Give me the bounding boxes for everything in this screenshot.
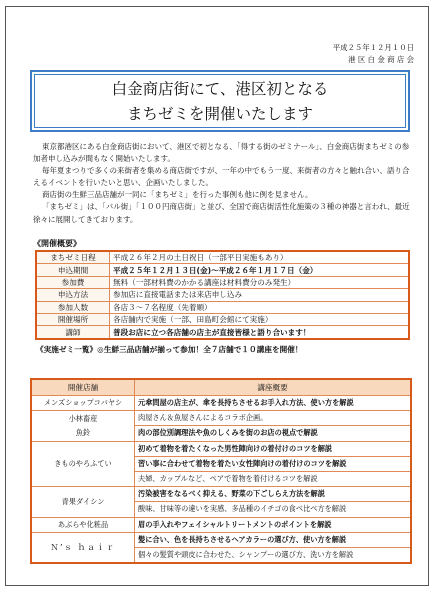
course-description: 夫婦、カップルなど、ペアで着物を着付けるコツを解説	[135, 471, 412, 486]
overview-key: 開催場所	[36, 313, 110, 325]
course-description: 髪に合い、色を長持ちさせるヘアカラーの選び方、使い方を解説	[135, 532, 412, 547]
overview-key: 講師	[36, 326, 110, 339]
paragraph-1: 東京都港区にある白金商店街において、港区で初となる、「得する街のゼミナール」、白金商店街まちゼミの参加者申し込みが間もなく開始いたします。	[33, 142, 410, 164]
overview-value: 無料（一部材料費のかかる講座は材料費分のみ発生）	[110, 276, 410, 288]
course-description: 習い事に合わせて着物を着たい女性陣向けの着付けのコツを解説	[135, 456, 412, 471]
course-description: 元傘問屋の店主が、傘を長持ちさせるお手入れ方法、使い方を解説	[135, 396, 412, 411]
seminar-row	[31, 532, 411, 547]
overview-value: 各店舗内で実施（一部、田島町会館にて実施）	[110, 313, 410, 325]
seminar-row	[31, 426, 411, 441]
shop-name: あぶらや化粧品	[31, 517, 135, 532]
organization-name: 港 区 白 金 商 店 会	[348, 55, 414, 64]
overview-row	[36, 289, 409, 301]
title-box-inner-border	[34, 74, 406, 128]
overview-heading: 《開催概要》	[33, 239, 81, 248]
shop-name: 魚鈴	[31, 426, 135, 441]
shop-name: 青果ダイシン	[31, 487, 135, 517]
course-description: 初めて着物を着たくなった男性陣向けの着付けのコツを解説	[135, 441, 412, 456]
issue-date: 平成２５年１２月１０日	[332, 43, 414, 52]
overview-table	[35, 250, 410, 340]
course-description: 汚染被害をなるべく抑える、野菜の下ごしらえ方法を解説	[135, 487, 412, 502]
overview-key: まちゼミ日程	[36, 251, 110, 264]
overview-value: 参加店に直接電話または来店申し込み	[110, 289, 410, 301]
column-header-course: 講座概要	[135, 379, 412, 396]
overview-key: 参加人数	[36, 301, 110, 313]
overview-value: 普段お店に立つ各店舗の店主が直接皆様と語り合います！	[110, 326, 410, 339]
overview-key: 申込方法	[36, 289, 110, 301]
overview-key: 申込期間	[36, 264, 110, 276]
course-description: 酸味、甘味等の違いを実感、多品種のイチゴの食べ比べ方を解説	[135, 502, 412, 517]
course-description: 肉屋さん＆魚屋さんによるコラボ企画。	[135, 411, 412, 426]
shop-name: Ｎ’ｓ ｈａｉｒ	[31, 532, 135, 563]
overview-row	[36, 301, 409, 313]
column-header-shop: 開催店舗	[31, 379, 135, 396]
seminar-row	[31, 411, 411, 426]
overview-row	[36, 264, 409, 276]
seminar-row	[31, 396, 411, 411]
seminar-table	[30, 378, 412, 564]
paragraph-3: 商店街の生鮮三品店舗が一同に「まちゼミ」を行った事例も他に例を見ません。	[42, 190, 313, 200]
title-line-2: まちゼミを開催いたします	[126, 105, 313, 123]
body-text	[33, 141, 413, 226]
shop-name: メンズショップコバヤシ	[31, 396, 135, 411]
overview-row	[36, 313, 409, 325]
overview-row	[36, 251, 409, 264]
overview-row	[36, 326, 409, 339]
course-description: 肉の部位別調理法や魚のしくみを街のお店の視点で解説	[135, 426, 412, 441]
title-line-1: 白金商店街にて、港区初となる	[111, 80, 329, 98]
shop-name: きものやろふてい	[31, 441, 135, 487]
paragraph-2: 毎年夏まつりで多くの来街者を集める商店街ですが、一年の中でもう一度、来街者の方々と触れ合い、語り合えるイベントを行いたいと思い、企画いたしました。	[33, 166, 410, 188]
course-description: 個々の髪質や頭皮に合わせた、シャンプーの選び方、洗い方を解説	[135, 547, 412, 563]
seminar-heading: 《実施ゼミ一覧》◎生鮮三品店舗が揃って参加！全７店舗で１０講座を開催！	[36, 345, 303, 354]
seminar-row	[31, 441, 411, 456]
overview-row	[36, 276, 409, 288]
title-box	[30, 70, 410, 132]
seminar-row	[31, 517, 411, 532]
overview-value: 平成２５年１２月１３日(金)～平成２６年１月１７日（金）	[110, 264, 410, 276]
paragraph-4: 「まちゼミ」は、「バル街」「１００円商店街」と並び、全国で商店街活性化施策の３種の神器と言われ、最近徐々に展開してきております。	[33, 202, 410, 224]
overview-value: 各店３～７名程度（先着順）	[110, 301, 410, 313]
shop-name: 小林畜産	[31, 411, 135, 426]
date-block	[333, 42, 414, 66]
course-description: 眉の手入れやフェイシャルトリートメントのポイントを解説	[135, 517, 412, 532]
overview-key: 参加費	[36, 276, 110, 288]
seminar-row	[31, 487, 411, 502]
seminar-header-row	[31, 379, 411, 396]
overview-value: 平成２６年２月の土日祝日（一部平日実施もあり）	[110, 251, 410, 264]
